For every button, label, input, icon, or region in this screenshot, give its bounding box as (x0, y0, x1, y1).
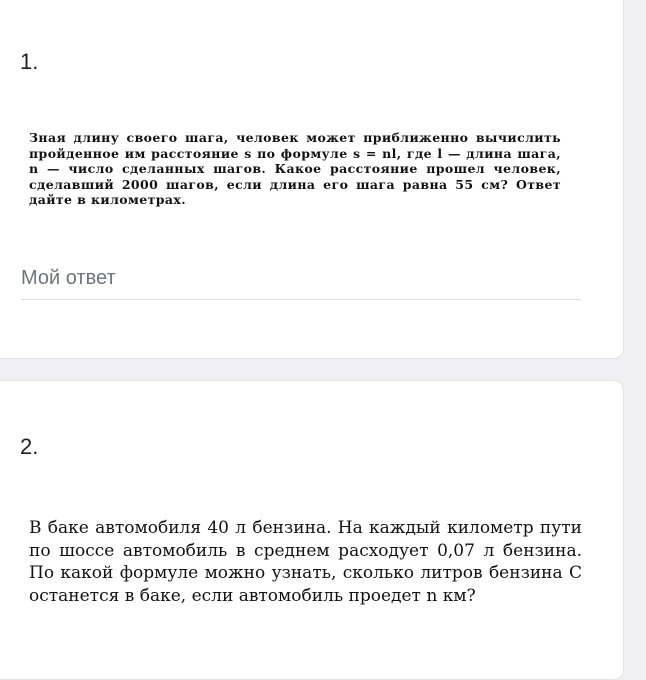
question-card-2 (0, 380, 624, 680)
answer-placeholder: Мой ответ (21, 267, 116, 289)
question-text: Зная длину своего шага, человек может приближенно вычислить пройденное им расстояние s по формуле s = nl, где l — длина шага, n — число сделанных шагов. Какое расстояние прошел человек, сделавший 2000 шагов, если длина его шага равна 55 см? Ответ дайте в километрах. (29, 130, 561, 207)
question-number: 1. (20, 49, 39, 74)
answer-input[interactable] (21, 267, 581, 300)
question-text: В баке автомобиля 40 л бензина. На каждый километр пути по шоссе автомобиль в среднем расходует 0,07 л бензина. По какой формуле можно узнать, сколько литров бензина C останется в баке, если автомобиль проедет n км? (29, 518, 582, 606)
question-number: 2. (20, 434, 39, 459)
